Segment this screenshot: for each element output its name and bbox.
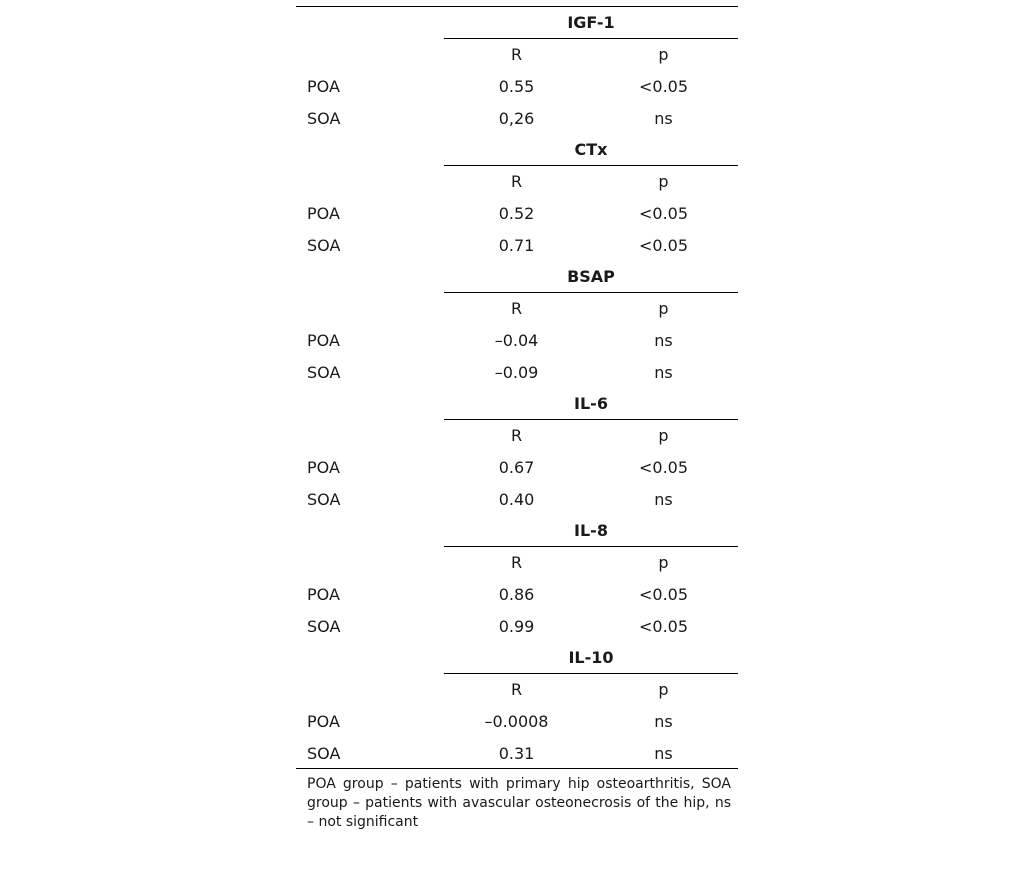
row-label-poa: POA	[307, 458, 340, 477]
column-header-p: p	[658, 426, 669, 445]
row-label-soa: SOA	[307, 363, 341, 382]
column-header-p: p	[658, 680, 669, 699]
cell-p-soa: <0.05	[638, 617, 689, 636]
cell-p-soa: ns	[654, 109, 673, 128]
table-section-il-6	[296, 388, 738, 515]
table-bottom-rule	[296, 768, 738, 769]
section-title: IGF-1	[567, 13, 615, 32]
cell-p-poa: <0.05	[638, 204, 689, 223]
row-label-soa: SOA	[307, 744, 341, 763]
table-section-bsap	[296, 261, 738, 388]
cell-p-poa: <0.05	[638, 458, 689, 477]
cell-r-poa: 0.52	[498, 204, 535, 223]
row-label-poa: POA	[307, 331, 340, 350]
column-header-p: p	[658, 299, 669, 318]
row-label-poa: POA	[307, 712, 340, 731]
cell-r-soa: 0,26	[498, 109, 535, 128]
row-label-soa: SOA	[307, 490, 341, 509]
section-title: IL-6	[574, 394, 608, 413]
table-footnote: POA group – patients with primary hip osteoarthritis, SOA group – patients with avascular osteonecrosis of the hip, ns – not significant	[307, 776, 731, 830]
cell-p-poa: ns	[654, 331, 673, 350]
column-header-p: p	[658, 553, 669, 572]
cell-r-soa: 0.40	[498, 490, 535, 509]
section-title: IL-8	[574, 521, 608, 540]
row-label-poa: POA	[307, 77, 340, 96]
cell-r-poa: 0.55	[498, 77, 535, 96]
cell-p-soa: ns	[654, 744, 673, 763]
table-section-igf-1	[296, 7, 738, 134]
column-header-r: R	[510, 299, 523, 318]
section-title: IL-10	[568, 648, 614, 667]
cell-r-soa: –0.09	[494, 363, 539, 382]
table-section-ctx	[296, 134, 738, 261]
cell-r-poa: 0.86	[498, 585, 535, 604]
cell-p-soa: ns	[654, 490, 673, 509]
column-header-r: R	[510, 45, 523, 64]
cell-r-poa: –0.04	[494, 331, 539, 350]
cell-p-poa: <0.05	[638, 585, 689, 604]
section-rule	[444, 165, 738, 166]
section-rule	[444, 673, 738, 674]
column-header-r: R	[510, 553, 523, 572]
column-header-r: R	[510, 172, 523, 191]
cell-r-soa: 0.31	[498, 744, 535, 763]
section-rule	[444, 419, 738, 420]
row-label-soa: SOA	[307, 236, 341, 255]
section-rule	[444, 38, 738, 39]
row-label-poa: POA	[307, 585, 340, 604]
cell-p-soa: <0.05	[638, 236, 689, 255]
cell-p-soa: ns	[654, 363, 673, 382]
section-rule	[444, 292, 738, 293]
column-header-p: p	[658, 172, 669, 191]
section-title: BSAP	[567, 267, 615, 286]
column-header-p: p	[658, 45, 669, 64]
cell-r-poa: 0.67	[498, 458, 535, 477]
table-section-il-10	[296, 642, 738, 769]
row-label-soa: SOA	[307, 109, 341, 128]
cell-r-soa: 0.71	[498, 236, 535, 255]
row-label-soa: SOA	[307, 617, 341, 636]
cell-p-poa: <0.05	[638, 77, 689, 96]
column-header-r: R	[510, 426, 523, 445]
cell-r-soa: 0.99	[498, 617, 535, 636]
column-header-r: R	[510, 680, 523, 699]
row-label-poa: POA	[307, 204, 340, 223]
cell-p-poa: ns	[654, 712, 673, 731]
cell-r-poa: –0.0008	[484, 712, 549, 731]
section-rule	[444, 546, 738, 547]
table-section-il-8	[296, 515, 738, 642]
section-title: CTx	[574, 140, 608, 159]
